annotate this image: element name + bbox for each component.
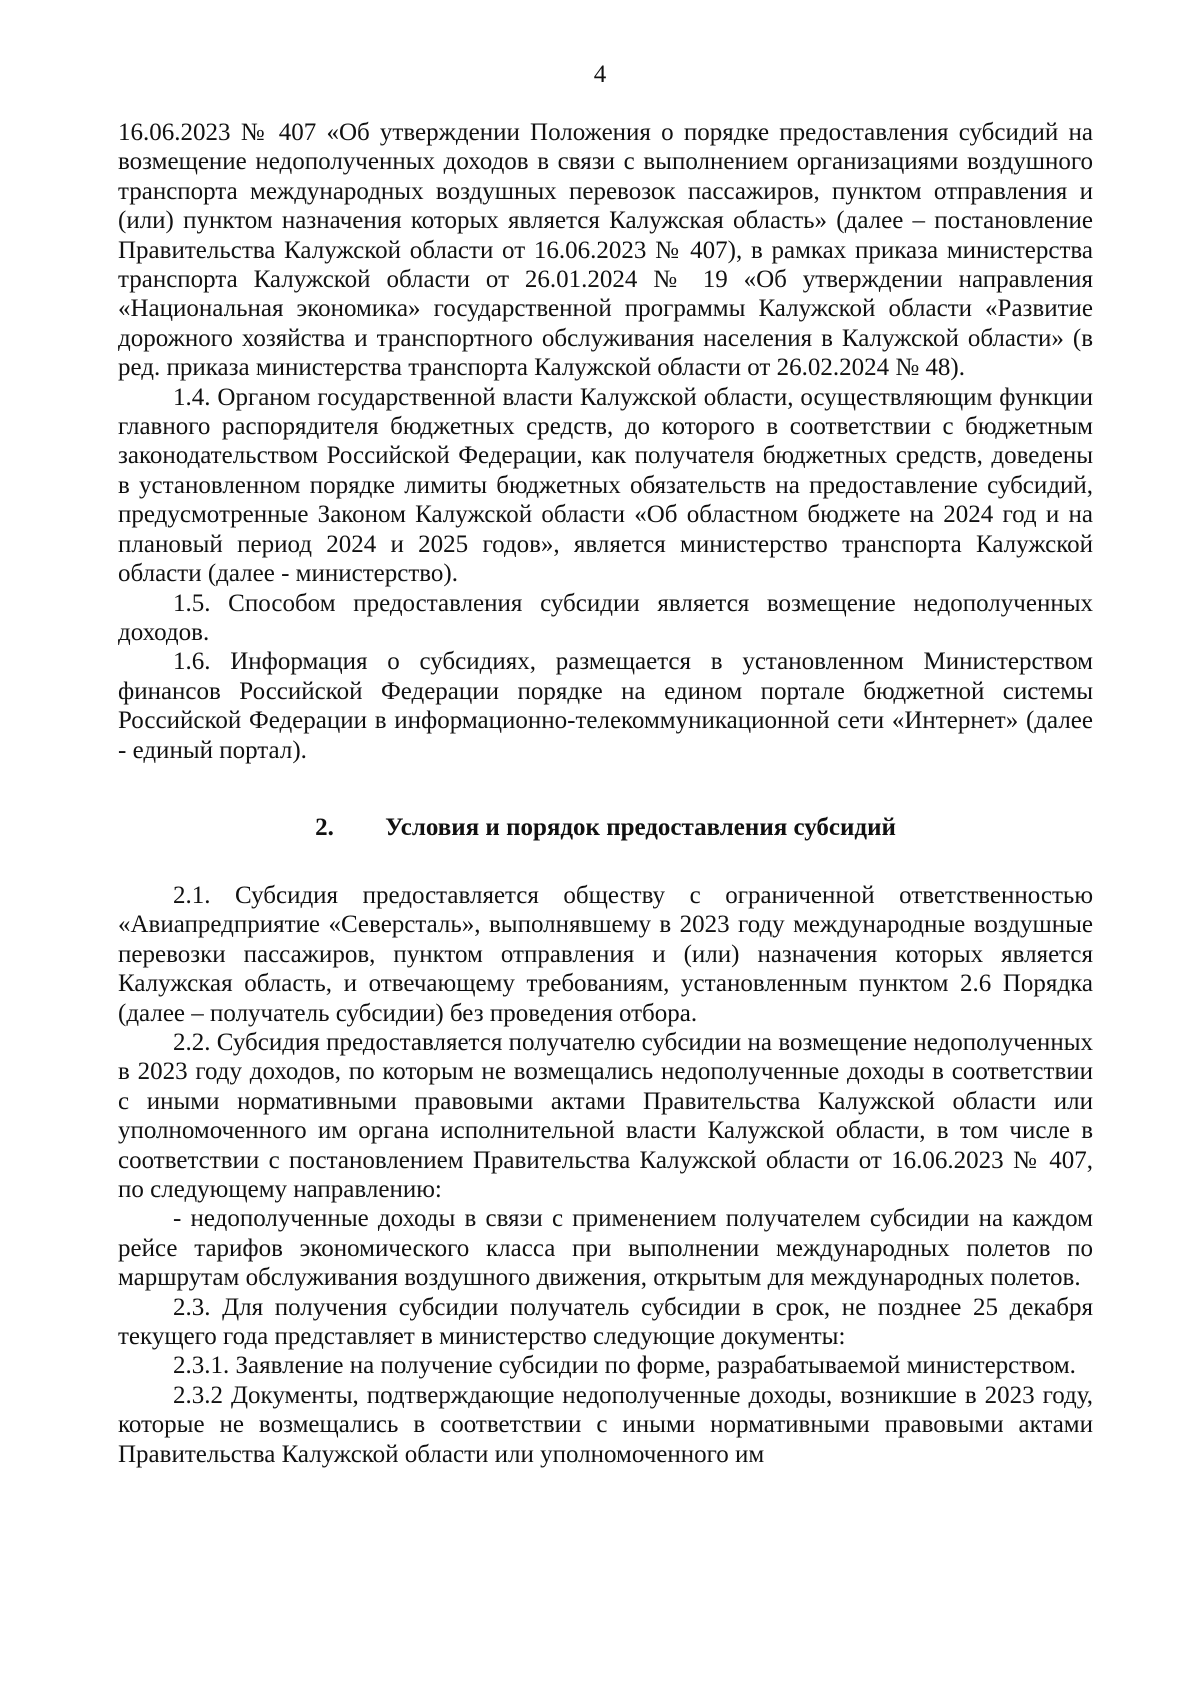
paragraph-2-3-2: 2.3.2 Документы, подтверждающие недополученные доходы, возникшие в 2023 году, которые не возмещались в соответствии с иными нормативными правовыми актами Правительства Калужской области или уполномоченного им (118, 1381, 1093, 1468)
paragraph-2-2-item: - недополученные доходы в связи с применением получателем субсидии на каждом рейсе тарифов экономического класса при выполнении международных полетов по маршрутам обслуживания воздушного движения, открытым для международных полетов. (118, 1205, 1093, 1292)
section-number: 2. (315, 813, 334, 841)
paragraph-2-3: 2.3. Для получения субсидии получатель субсидии в срок, не позднее 25 декабря текущего года представляет в министерство следующие документы: (118, 1293, 1093, 1351)
section-title: Условия и порядок предоставления субсидий (385, 813, 896, 841)
paragraph-2-2: 2.2. Субсидия предоставляется получателю субсидии на возмещение недополученных в 2023 году доходов, по которым не возмещались недополученные доходы в соответствии с иными нормативными правовыми актами Правительства Калужской области или уполномоченного им органа исполнительной власти Калужской области, в том числе в соответствии с постановлением Правительства Калужской области от 16.06.2023 № 407, по следующему направлению: (118, 1028, 1093, 1203)
paragraph-2-3-1: 2.3.1. Заявление на получение субсидии по форме, разрабатываемой министерством. (173, 1352, 1076, 1380)
document-body (118, 118, 1093, 1469)
paragraph-1-6: 1.6. Информация о субсидиях, размещается в установленном Министерством финансов Российской Федерации порядке на едином портале бюджетной системы Российской Федерации в информационно-телекоммуникационной сети «Интернет» (далее - единый портал). (118, 648, 1093, 764)
paragraph-2-1: 2.1. Субсидия предоставляется обществу с ограниченной ответственностью «Авиапредприятие «Северсталь», выполнявшему в 2023 году международные воздушные перевозки пассажиров, пунктом отправления и (или) назначения которых является Калужская область, и отвечающему требованиям, установленным пунктом 2.6 Порядка (далее – получатель субсидии) без проведения отбора. (118, 881, 1093, 1027)
section-heading (118, 813, 1093, 843)
paragraph-1-4: 1.4. Органом государственной власти Калужской области, осуществляющим функции главного распорядителя бюджетных средств, до которого в соответствии с бюджетным законодательством Российской Федерации, как получателя бюджетных средств, доведены в установленном порядке лимиты бюджетных обязательств на предоставление субсидий, предусмотренные Законом Калужской области «Об областном бюджете на 2024 год и на плановый период 2024 и 2025 годов», является министерство транспорта Калужской области (далее - министерство). (118, 383, 1093, 588)
paragraph-continuation: 16.06.2023 № 407 «Об утверждении Положения о порядке предоставления субсидий на возмещение недополученных доходов в связи с выполнением организациями воздушного транспорта международных воздушных перевозок пассажиров, пунктом отправления и (или) пунктом назначения которых является Калужская область» (далее – постановление Правительства Калужской области от 16.06.2023 № 407), в рамках приказа министерства транспорта Калужской области от 26.01.2024 № 19 «Об утверждении направления «Национальная экономика» государственной программы Калужской области «Развитие дорожного хозяйства и транспортного обслуживания населения в Калужской области» (в ред. приказа министерства транспорта Калужской области от 26.02.2024 № 48). (118, 119, 1093, 382)
paragraph-1-5: 1.5. Способом предоставления субсидии является возмещение недополученных доходов. (118, 589, 1093, 646)
page-number: 4 (593, 61, 607, 88)
